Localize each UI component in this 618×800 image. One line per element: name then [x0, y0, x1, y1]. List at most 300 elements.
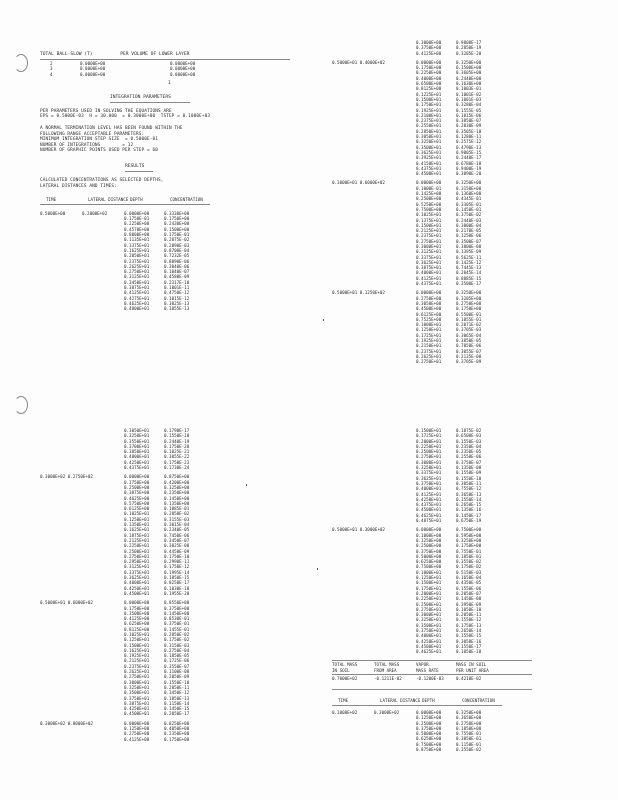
depth-value: 0.2625E+01 — [124, 263, 150, 269]
depth-value: 0.8125E+00 — [124, 626, 150, 632]
concentration-value: 0.7232E-05 — [164, 253, 190, 259]
depth-value: 0.2750E+01 — [124, 674, 150, 680]
concentration-value: 0.1085E-01 — [164, 506, 190, 512]
concentration-value: 0.3205E+00 — [456, 295, 482, 301]
concentration-value: 0.1055E-13 — [164, 306, 190, 312]
depth-value: 0.1925E+01 — [416, 338, 442, 344]
depth-value: 0.0000E+00 — [416, 59, 442, 65]
concentration-value: 0.1750E+00 — [164, 216, 190, 222]
concentration-value: 0.6500E-03 — [456, 433, 482, 439]
concentration-value: 0.1750E-13 — [456, 622, 482, 628]
concentration-value: 0.3950E-09 — [456, 601, 482, 607]
depth-value: 0.1225E+01 — [416, 91, 442, 97]
concentration-value: 0.1500E+00 — [164, 226, 190, 232]
depth-value: 0.3750E+00 — [416, 45, 442, 51]
divider — [332, 674, 532, 675]
concentration-value: 0.1850E-05 — [164, 653, 190, 659]
depth-value: 0.4125E+00 — [124, 616, 150, 622]
depth-concentration-list — [416, 290, 582, 364]
depth-value: 0.2750E+01 — [416, 359, 442, 365]
concentration-value: 0.1040E-07 — [164, 269, 190, 275]
depth-value: 0.2000E+01 — [416, 438, 442, 444]
depth-value: 0.8000E+00 — [124, 232, 150, 238]
concentration-value: 0.3505E-10 — [456, 128, 482, 134]
column-header: TOTAL MASS — [332, 662, 358, 668]
depth-value: 0.1500E+01 — [416, 428, 442, 433]
concentration-value: 0.1350E-16 — [456, 507, 482, 513]
concentration-value: 0.1450E+00 — [164, 495, 190, 501]
depth-value: 0.3375E+01 — [124, 569, 150, 575]
concentration-value: 0.1850E-01 — [456, 553, 482, 559]
depth-concentration-list — [416, 40, 582, 56]
depth-value: 0.2150E+01 — [416, 343, 442, 349]
data-block — [40, 600, 290, 717]
depth-value: 0.2625E+01 — [124, 669, 150, 675]
depth-value: 0.1750E+01 — [416, 585, 442, 591]
column-header: IN SOIL — [332, 667, 350, 673]
depth-value: 0.4125E+01 — [124, 290, 150, 296]
concentration-value: 0.3605E+00 — [456, 70, 482, 76]
concentration-value: 0.1550E-06 — [456, 585, 482, 591]
concentration-value: 0.1550E-15 — [456, 633, 482, 639]
concentration-value: 0.2440E-19 — [164, 438, 190, 444]
concentration-value: 0.3650E-13 — [456, 491, 482, 497]
depth-value: 0.6125E+00 — [124, 506, 150, 512]
binder-hole-mark — [14, 396, 28, 414]
column-header: VAPOR. — [416, 662, 432, 668]
concentration-value: 0.1450E-01 — [456, 206, 482, 212]
concentration-value: 0.8885E-15 — [456, 275, 482, 281]
concentration-value: 0.1725E-06 — [164, 658, 190, 664]
lateral-value: 0.3000E+02 — [374, 709, 400, 715]
depth-value: 0.0000E+00 — [416, 290, 442, 296]
depth-value: 0.1250E+00 — [124, 726, 150, 732]
top-right-quadrant — [332, 40, 582, 385]
concentration-value: 0.1050E-15 — [164, 575, 190, 581]
concentration-value: 0.1425E-12 — [456, 259, 482, 265]
scan-speck — [317, 568, 318, 570]
depth-value: 0.2375E+01 — [416, 348, 442, 354]
concentration-value: 0.7500E+00 — [456, 527, 482, 533]
concentration-value: 0.4580E-09 — [164, 274, 190, 280]
concentration-value: 0.8250E+00 — [164, 720, 190, 726]
column-header: FROM AREA — [374, 667, 397, 673]
depth-value: 0.6250E+00 — [124, 621, 150, 627]
depth-value: 0.3500E+00 — [124, 610, 150, 616]
concentration-value: 0.1001E-11 — [164, 284, 190, 290]
depth-value: 0.2750E+01 — [416, 454, 442, 460]
column-header: -0.1200E-03 — [416, 676, 444, 682]
depth-value: 0.3125E+01 — [124, 274, 150, 280]
concentration-value: 0.2350E+00 — [164, 490, 190, 496]
depth-value: 0.0000E+00 — [416, 180, 442, 186]
depth-value: 0.1025E+01 — [124, 511, 150, 517]
table-row — [416, 359, 582, 364]
concentration-value: 0.2990E-11 — [164, 559, 190, 565]
depth-value: 0.1025E+01 — [124, 631, 150, 637]
depth-value: 0.3750E+01 — [416, 480, 442, 486]
depth-value: 0.1135E+01 — [124, 237, 150, 243]
depth-value: 0.3125E+01 — [416, 249, 442, 255]
concentration-value: 0.1650E-04 — [456, 575, 482, 581]
mass-subheaders — [332, 668, 582, 673]
concentration-value: 0.1750E-02 — [456, 564, 482, 570]
concentration-value: 0.1250E-06 — [456, 233, 482, 239]
concentration-value: 0.4345E-01 — [456, 196, 482, 202]
depth-value: 0.4250E+01 — [124, 706, 150, 712]
depth-value: 0.2550E+01 — [416, 123, 442, 129]
depth-concentration-list — [416, 428, 582, 523]
depth-value: 0.3500E+01 — [124, 690, 150, 696]
concentration-value: 0.3750E-02 — [456, 212, 482, 218]
header-values — [40, 61, 290, 77]
data-block — [332, 428, 582, 523]
depth-value: 0.2500E+00 — [124, 484, 150, 490]
depth-value: 0.1375E+01 — [416, 217, 442, 223]
concentration-value: 0.1015E-12 — [164, 295, 190, 301]
concentration-value: 0.2650E-14 — [456, 627, 482, 633]
concentration-value: 0.1750E+00 — [164, 736, 190, 742]
concentration-value: 0.3500E-17 — [456, 281, 482, 287]
concentration-value: 0.1450E-17 — [456, 512, 482, 518]
depth-concentration-list — [124, 721, 290, 742]
column-header: -0.1211E-02 — [374, 676, 402, 682]
concentration-value: 0.3705E-09 — [456, 359, 482, 365]
text-line: FOLLOWING RANGE ACCEPTABLE PARAMETERS: — [40, 131, 145, 137]
depth-value: 0.2500E+00 — [416, 196, 442, 202]
depth-value: 0.1250E+01 — [416, 575, 442, 581]
concentration-value: 0.3250E+00 — [456, 709, 482, 715]
concentration-value: 0.8530E-01 — [164, 616, 190, 622]
concentration-value: 0.1875E-02 — [456, 428, 482, 433]
note-block — [40, 126, 290, 154]
concentration-value: 0.3850E-07 — [456, 118, 482, 124]
depth-value: 0.0000E+00 — [124, 600, 150, 606]
column-header: MASS RATE — [416, 667, 439, 673]
concentration-value: 0.7550E-01 — [456, 548, 482, 554]
depth-concentration-list — [124, 600, 290, 717]
depth-value: 0.4375E+01 — [416, 165, 442, 171]
header-row: TOTAL BALL-SLOW (T) PER VOLUME OF LOWER LAYER — [40, 52, 190, 57]
concentration-value: 0.4200E+00 — [164, 479, 190, 485]
params-block — [40, 109, 290, 120]
divider — [40, 59, 290, 60]
data-block — [332, 60, 582, 177]
row-index: 3 — [50, 66, 53, 72]
concentration-value: 0.1955E-20 — [164, 590, 190, 596]
concentration-value: 0.1750E-20 — [164, 443, 190, 449]
concentration-value: 0.4350E-05 — [456, 580, 482, 586]
depth-value: 0.2750E+01 — [416, 606, 442, 612]
depth-value: 0.4125E+01 — [416, 491, 442, 497]
concentration-value: 0.3750E+00 — [164, 605, 190, 611]
concentration-value: 0.4450E-09 — [164, 548, 190, 554]
concentration-value: 0.2050E-07 — [456, 590, 482, 596]
block-label: 0.5000E+01 0.1250E+02 — [332, 290, 385, 296]
depth-concentration-list — [124, 428, 290, 470]
column-header: DEPTH — [130, 197, 143, 203]
depth-value: 0.1750E+00 — [124, 479, 150, 485]
binder-hole-mark — [14, 54, 28, 72]
depth-value: 0.2375E+01 — [124, 258, 150, 264]
text-line: LATERAL DISTANCES AND TIMES: — [40, 183, 117, 189]
section-title: INTEGRATION PARAMETERS — [110, 94, 171, 100]
column-header: LATERAL DISTANCE — [88, 197, 129, 203]
table-row — [124, 465, 290, 470]
depth-value: 0.3375E+01 — [416, 470, 442, 476]
bottom-right-blocks — [332, 428, 582, 654]
concentration-value: 0.3250E+00 — [164, 484, 190, 490]
depth-value: 0.3250E+01 — [416, 465, 442, 471]
table-row — [416, 51, 582, 56]
mass-values — [332, 676, 582, 681]
concentration-value: 0.1015E-06 — [456, 112, 482, 118]
depth-concentration-list — [416, 180, 582, 286]
depth-value: 0.2250E+01 — [416, 596, 442, 602]
concentration-value: 0.1030E-18 — [164, 585, 190, 591]
divider — [332, 705, 502, 706]
concentration-value: 0.1730E-24 — [164, 465, 190, 471]
depth-value: 0.2750E+00 — [124, 731, 150, 737]
depth-value: 0.4800E+01 — [124, 306, 150, 312]
data-block — [40, 721, 290, 742]
concentration-value: 0.2750E+00 — [456, 300, 482, 306]
column-header: DEPTH — [422, 698, 435, 704]
bottom-left-quadrant — [40, 428, 290, 788]
concentration-value: 0.2650E-15 — [456, 502, 482, 508]
concentration-value: 0.3550E-07 — [164, 663, 190, 669]
depth-value: 0.1000E+00 — [416, 532, 442, 538]
results-description — [40, 178, 290, 189]
depth-value: 0.1000E-01 — [416, 185, 442, 191]
data-block — [40, 474, 290, 596]
concentration-value: 0.2071E-02 — [456, 322, 482, 328]
depth-value: 0.4500E+00 — [416, 306, 442, 312]
concentration-value: 0.7450E-06 — [164, 532, 190, 538]
concentration-value: 0.8890E-06 — [164, 258, 190, 264]
column-headers — [338, 698, 582, 703]
depth-value: 0.3000E+01 — [416, 459, 442, 465]
depth-value: 0.3000E+01 — [416, 612, 442, 618]
depth-value: 0.0000E+00 — [416, 527, 442, 533]
depth-value: 0.4375E+01 — [124, 465, 150, 471]
concentration-value: 0.3025E-08 — [164, 543, 190, 549]
concentration-value: 0.1550E-18 — [164, 433, 190, 439]
depth-value: 0.3250E+01 — [124, 433, 150, 439]
depth-value: 0.4875E+01 — [416, 518, 442, 524]
concentration-value: 0.2350E-04 — [456, 443, 482, 449]
depth-value: 0.1350E+01 — [124, 522, 150, 528]
depth-value: 0.1625E+01 — [124, 247, 150, 253]
concentration-value: 0.1350E-08 — [456, 465, 482, 471]
concentration-value: 0.1750E+00 — [456, 543, 482, 549]
depth-value: 0.4000E+00 — [416, 75, 442, 81]
text-line: EPS = 0.5000E-03 H = 30.000 = 0.3000E+00 TSTEP = 0.1000E+03 — [40, 114, 211, 120]
concentration-value: 0.2890E-03 — [164, 242, 190, 248]
divider — [40, 204, 210, 205]
depth-concentration-list — [124, 211, 290, 312]
bottom-right-quadrant — [332, 428, 582, 788]
depth-value: 0.2100E+01 — [416, 112, 442, 118]
table-row — [124, 306, 290, 311]
depth-value: 0.3875E+01 — [124, 284, 150, 290]
concentration-value: 0.1450E-08 — [456, 596, 482, 602]
concentration-value: 0.2050E-11 — [164, 684, 190, 690]
concentration-value: 0.3205E-20 — [456, 50, 482, 56]
depth-value: 0.2125E+01 — [124, 537, 150, 543]
depth-value: 0.4625E+00 — [124, 495, 150, 501]
concentration-value: 0.2135E-08 — [456, 353, 482, 359]
concentration-value: 0.7550E-01 — [456, 731, 482, 737]
value: 0.0000E+00 — [80, 66, 106, 72]
block-label: 0.5000E+01 0.3000E+02 — [332, 527, 385, 533]
depth-value: 0.2500E+00 — [416, 720, 442, 726]
block-label: 0.3000E+01 0.6000E+02 — [332, 180, 385, 186]
depth-value: 0.3500E+01 — [416, 144, 442, 150]
depth-value: 0.5750E+00 — [124, 500, 150, 506]
concentration-value: 0.1450E-15 — [164, 706, 190, 712]
concentration-value: 0.1790E-17 — [164, 428, 190, 433]
block-label: 0.3000E+02 0.8000E+02 — [40, 720, 93, 726]
depth-value: 0.2125E+01 — [124, 658, 150, 664]
concentration-value: 0.2317E-10 — [164, 279, 190, 285]
column-header: 0.7000E+02 — [332, 676, 358, 682]
depth-value: 0.1375E+01 — [124, 242, 150, 248]
concentration-value: 0.9400E-19 — [456, 165, 482, 171]
depth-value: 0.3450E+01 — [124, 279, 150, 285]
concentration-value: 0.1150E-14 — [164, 700, 190, 706]
concentration-value: 0.3750E-01 — [164, 621, 190, 627]
depth-value: 0.3550E+01 — [124, 438, 150, 444]
concentration-value: 0.3250E+00 — [456, 290, 482, 296]
header-value-row — [50, 72, 290, 77]
depth-value: 0.4500E+01 — [416, 507, 442, 513]
concentration-value: 0.3650E+00 — [456, 715, 482, 721]
concentration-value: 0.2340E-05 — [164, 527, 190, 533]
depth-value: 0.0000E+00 — [124, 210, 150, 216]
depth-value: 0.4250E+01 — [124, 585, 150, 591]
concentration-value: 0.1001E-02 — [456, 91, 482, 97]
depth-value: 0.1425E+00 — [416, 191, 442, 197]
page-mark: 1 — [168, 80, 171, 86]
depth-value: 0.4375E+01 — [416, 502, 442, 508]
depth-value: 0.3000E+01 — [416, 243, 442, 249]
concentration-value: 0.3155E-03 — [164, 516, 190, 522]
depth-value: 0.5000E+00 — [416, 731, 442, 737]
text-line: CALCULATED CONCENTRATIONS AS SELECTED DEPTHS, — [40, 178, 164, 184]
concentration-value: 0.3250E+00 — [456, 59, 482, 65]
concentration-value: 0.1550E-09 — [456, 470, 482, 476]
concentration-value: 0.1555E-05 — [456, 107, 482, 113]
depth-value: 0.1750E-01 — [124, 216, 150, 222]
concentration-value: 0.1750E-23 — [164, 459, 190, 465]
time-value: 0.5000E+00 — [40, 210, 66, 216]
concentration-value: 0.3850E-05 — [456, 338, 482, 344]
concentration-value: 0.3040E-06 — [164, 263, 190, 269]
depth-value: 0.4000E+01 — [124, 580, 150, 586]
scan-speck — [246, 484, 247, 486]
concentration-value: 0.1630E+00 — [456, 81, 482, 87]
depth-concentration-list — [124, 474, 290, 596]
depth-concentration-list — [416, 710, 582, 752]
concentration-value: 0.3450E-07 — [164, 537, 190, 543]
table-row — [416, 747, 582, 752]
concentration-value: 0.2050E-17 — [164, 711, 190, 717]
depth-value: 0.4625E+01 — [124, 300, 150, 306]
depth-value: 0.1750E+00 — [124, 605, 150, 611]
concentration-value: 0.2750E-04 — [164, 647, 190, 653]
concentration-value: 0.4050E+00 — [164, 726, 190, 732]
concentration-value: 0.7550E-12 — [456, 486, 482, 492]
depth-value: 0.1750E+00 — [416, 65, 442, 71]
depth-value: 0.4150E+01 — [416, 160, 442, 166]
depth-value: 0.2950E+01 — [124, 559, 150, 565]
divider — [110, 102, 190, 103]
concentration-value: 0.1750E-02 — [164, 637, 190, 643]
concentration-value: 0.1100E-08 — [164, 669, 190, 675]
concentration-value: 0.6780E-18 — [456, 160, 482, 166]
depth-value: 0.1500E+01 — [124, 642, 150, 648]
depth-value: 0.3875E+00 — [124, 490, 150, 496]
concentration-value: 0.3305E-01 — [456, 201, 482, 207]
concentration-value: 0.2350E-05 — [456, 449, 482, 455]
depth-value: 0.2250E+00 — [124, 221, 150, 227]
depth-value: 0.1250E+01 — [124, 637, 150, 643]
depth-value: 0.2850E+01 — [416, 128, 442, 134]
lateral-value: 0.2000E+02 — [82, 210, 108, 216]
concentration-value: 0.2550E-06 — [456, 454, 482, 460]
depth-value: 0.4125E+00 — [416, 50, 442, 56]
depth-value: 0.6250E+00 — [416, 736, 442, 742]
concentration-value: 0.1750E+00 — [456, 306, 482, 312]
concentration-value: 0.3550E-02 — [456, 747, 482, 753]
depth-value: 0.7500E+00 — [416, 741, 442, 747]
concentration-value: 0.2830E-09 — [456, 123, 482, 129]
concentration-value: 0.1750E-12 — [164, 564, 190, 570]
concentration-value: 0.2440E-17 — [456, 155, 482, 161]
depth-value: 0.3250E+01 — [124, 684, 150, 690]
concentration-value: 0.3890E-20 — [456, 171, 482, 177]
concentration-value: 0.1395E-09 — [456, 249, 482, 255]
concentration-value: 0.2170E-05 — [456, 228, 482, 234]
depth-value: 0.6125E+00 — [416, 311, 442, 317]
depth-value: 0.2250E+00 — [416, 70, 442, 76]
concentration-value: 0.3050E-01 — [456, 736, 482, 742]
results-title: RESULTS — [125, 164, 145, 170]
depth-value: 0.3750E+00 — [416, 548, 442, 554]
concentration-value: 0.1500E+00 — [456, 65, 482, 71]
concentration-value: 0.5500E-01 — [456, 311, 482, 317]
depth-value: 0.4500E+01 — [124, 711, 150, 717]
concentration-value: 0.1050E-18 — [456, 649, 482, 655]
text-line: A NORMAL TERMINATION LEVEL HAS BEEN FOUND WITHIN THE — [40, 126, 183, 132]
depth-value: 0.4000E+01 — [416, 633, 442, 639]
depth-value: 0.3850E+01 — [124, 449, 150, 455]
depth-value: 0.3750E+01 — [416, 627, 442, 633]
depth-value: 0.2375E+01 — [416, 118, 442, 124]
depth-value: 0.3625E+01 — [416, 149, 442, 155]
concentration-value: 0.3450E-12 — [164, 690, 190, 696]
depth-value: 0.5250E+00 — [416, 201, 442, 207]
depth-value: 0.1000E+01 — [416, 322, 442, 328]
concentration-value: 0.3500E-07 — [456, 238, 482, 244]
column-headers — [46, 197, 290, 202]
depth-value: 0.4000E+01 — [416, 486, 442, 492]
top-left-quadrant — [40, 52, 290, 382]
concentration-value: 0.1850E+00 — [456, 725, 482, 731]
depth-value: 0.2375E+01 — [416, 233, 442, 239]
block-label: 0.5000E+01 0.6000E+02 — [40, 600, 93, 606]
